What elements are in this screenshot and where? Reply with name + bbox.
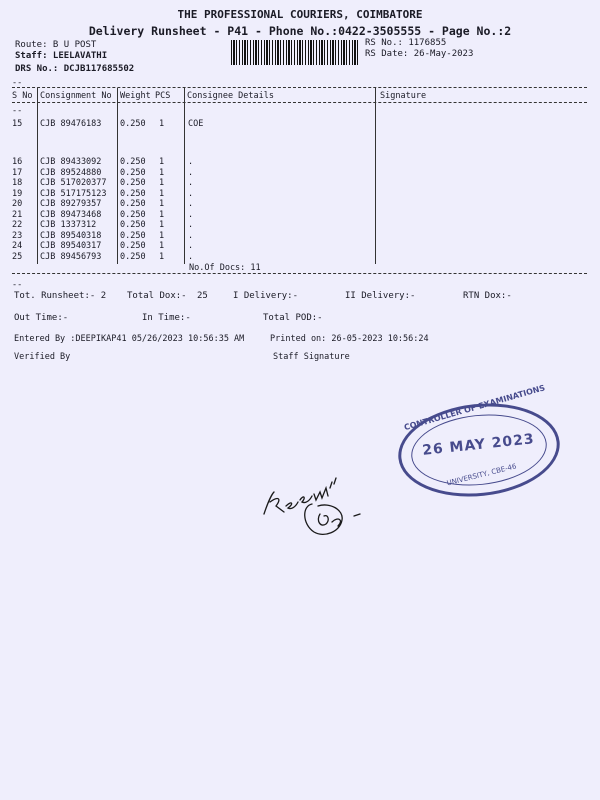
cell-pcs: 1 xyxy=(159,178,165,188)
table-row xyxy=(0,189,600,199)
cell-sno: 25 xyxy=(12,251,23,262)
cell-sno: 16 xyxy=(12,157,23,167)
cell-weight: 0.250 xyxy=(120,251,146,262)
cell-consignment: CJB 517175123 xyxy=(40,188,107,199)
cell-pcs: 1 xyxy=(159,220,165,230)
cell-details: . xyxy=(188,251,194,262)
cell-details: . xyxy=(188,157,194,167)
total-dox-value: 25 xyxy=(197,291,208,301)
total-pod: Total POD:- xyxy=(263,313,323,323)
cell-details: . xyxy=(188,167,194,178)
rs-date: RS Date: 26-May-2023 xyxy=(365,49,474,59)
cell-details: COE xyxy=(188,119,204,129)
cell-weight: 0.250 xyxy=(120,178,146,188)
table-bottom-rule xyxy=(12,273,587,274)
table-row xyxy=(0,252,600,262)
cell-details: . xyxy=(188,178,194,188)
cell-sno: 17 xyxy=(12,167,23,178)
table-row xyxy=(0,157,600,167)
rs-number: RS No.: 1176855 xyxy=(365,38,447,48)
header-top-rule xyxy=(12,87,587,88)
cell-weight: 0.250 xyxy=(120,209,146,220)
cell-sno: 18 xyxy=(12,178,23,188)
runsheet-title: Delivery Runsheet - P41 - Phone No.:0422-3505555 - Page No.:2 xyxy=(88,24,512,38)
cell-weight: 0.250 xyxy=(120,188,146,199)
cell-details: . xyxy=(188,230,194,241)
cell-pcs: 1 xyxy=(159,251,165,262)
cell-pcs: 1 xyxy=(159,241,165,251)
cell-consignment: CJB 89524880 xyxy=(40,167,102,178)
cell-consignment: CJB 89456793 xyxy=(40,251,102,262)
cell-pcs: 1 xyxy=(159,157,165,167)
total-dox-label: Total Dox:- xyxy=(127,291,187,301)
table-row xyxy=(0,168,600,178)
cell-details: . xyxy=(188,188,194,199)
cell-consignment: CJB 89476183 xyxy=(40,119,102,129)
cell-consignment: CJB 89433092 xyxy=(40,157,102,167)
cell-consignment: CJB 89540317 xyxy=(40,241,102,251)
verified-by: Verified By xyxy=(14,352,71,362)
cell-sno: 23 xyxy=(12,230,23,241)
cell-sno: 22 xyxy=(12,220,23,230)
cell-details: . xyxy=(188,220,194,230)
printed-on: Printed on: 26-05-2023 10:56:24 xyxy=(270,334,429,344)
col-header-details: Consignee Details xyxy=(187,91,274,101)
docs-count: No.Of Docs: 11 xyxy=(189,263,261,273)
header-bottom-rule xyxy=(12,102,587,103)
stamp-footer: UNIVERSITY, CBE-46 xyxy=(445,462,518,488)
cell-consignment: CJB 89279357 xyxy=(40,199,102,209)
cell-weight: 0.250 xyxy=(120,167,146,178)
cell-consignment: CJB 89540318 xyxy=(40,230,102,241)
staff-label: Staff: LEELAVATHI xyxy=(15,51,108,61)
out-time: Out Time:- xyxy=(14,313,69,323)
cell-weight: 0.250 xyxy=(120,199,146,209)
staff-signature-label: Staff Signature xyxy=(273,352,350,362)
table-row xyxy=(0,241,600,251)
cell-weight: 0.250 xyxy=(120,230,146,241)
col-header-sno: S No xyxy=(12,91,33,101)
cell-consignment: CJB 517020377 xyxy=(40,178,107,188)
col-header-pcs: PCS xyxy=(155,91,171,101)
cell-consignment: CJB 1337312 xyxy=(40,220,97,230)
cell-weight: 0.250 xyxy=(120,241,146,251)
cell-sno: 19 xyxy=(12,188,23,199)
drs-number: DRS No.: DCJB117685502 xyxy=(15,64,135,74)
tot-runsheet: Tot. Runsheet:- 2 xyxy=(14,291,107,301)
col-header-weight: Weight xyxy=(120,91,151,101)
table-row xyxy=(0,210,600,220)
cell-weight: 0.250 xyxy=(120,119,146,129)
table-row xyxy=(0,178,600,188)
cell-pcs: 1 xyxy=(159,119,165,129)
stamp-date: 26 MAY 2023 xyxy=(421,431,536,459)
entered-by: Entered By :DEEPIKAP41 05/26/2023 10:56:35 AM xyxy=(14,334,245,344)
col-header-signature: Signature xyxy=(380,91,427,101)
ii-delivery: II Delivery:- xyxy=(345,291,416,301)
cell-sno: 24 xyxy=(12,241,23,251)
cell-pcs: 1 xyxy=(159,167,165,178)
cell-weight: 0.250 xyxy=(120,220,146,230)
cell-details: . xyxy=(188,209,194,220)
handwritten-signature xyxy=(258,462,368,547)
cell-details: . xyxy=(188,241,194,251)
table-row xyxy=(0,231,600,241)
cell-details: . xyxy=(188,199,194,209)
barcode xyxy=(231,40,358,65)
table-row xyxy=(0,119,600,129)
in-time: In Time:- xyxy=(142,313,191,323)
cell-pcs: 1 xyxy=(159,209,165,220)
route-label: Route: B U POST xyxy=(15,40,97,50)
cell-sno: 15 xyxy=(12,119,23,129)
stamp-title: CONTROLLER OF EXAMINATIONS xyxy=(403,383,547,433)
cell-sno: 21 xyxy=(12,209,23,220)
cell-pcs: 1 xyxy=(159,188,165,199)
col-header-consignment: Consignment No xyxy=(40,91,112,101)
table-row xyxy=(0,220,600,230)
office-stamp xyxy=(394,383,565,504)
cell-pcs: 1 xyxy=(159,199,165,209)
cell-consignment: CJB 89473468 xyxy=(40,209,102,220)
table-row xyxy=(0,199,600,209)
cell-sno: 20 xyxy=(12,199,23,209)
company-name: THE PROFESSIONAL COURIERS, COIMBATORE xyxy=(177,8,423,21)
cell-weight: 0.250 xyxy=(120,157,146,167)
rtn-dox: RTN Dox:- xyxy=(463,291,512,301)
i-delivery: I Delivery:- xyxy=(233,291,299,301)
cell-pcs: 1 xyxy=(159,230,165,241)
